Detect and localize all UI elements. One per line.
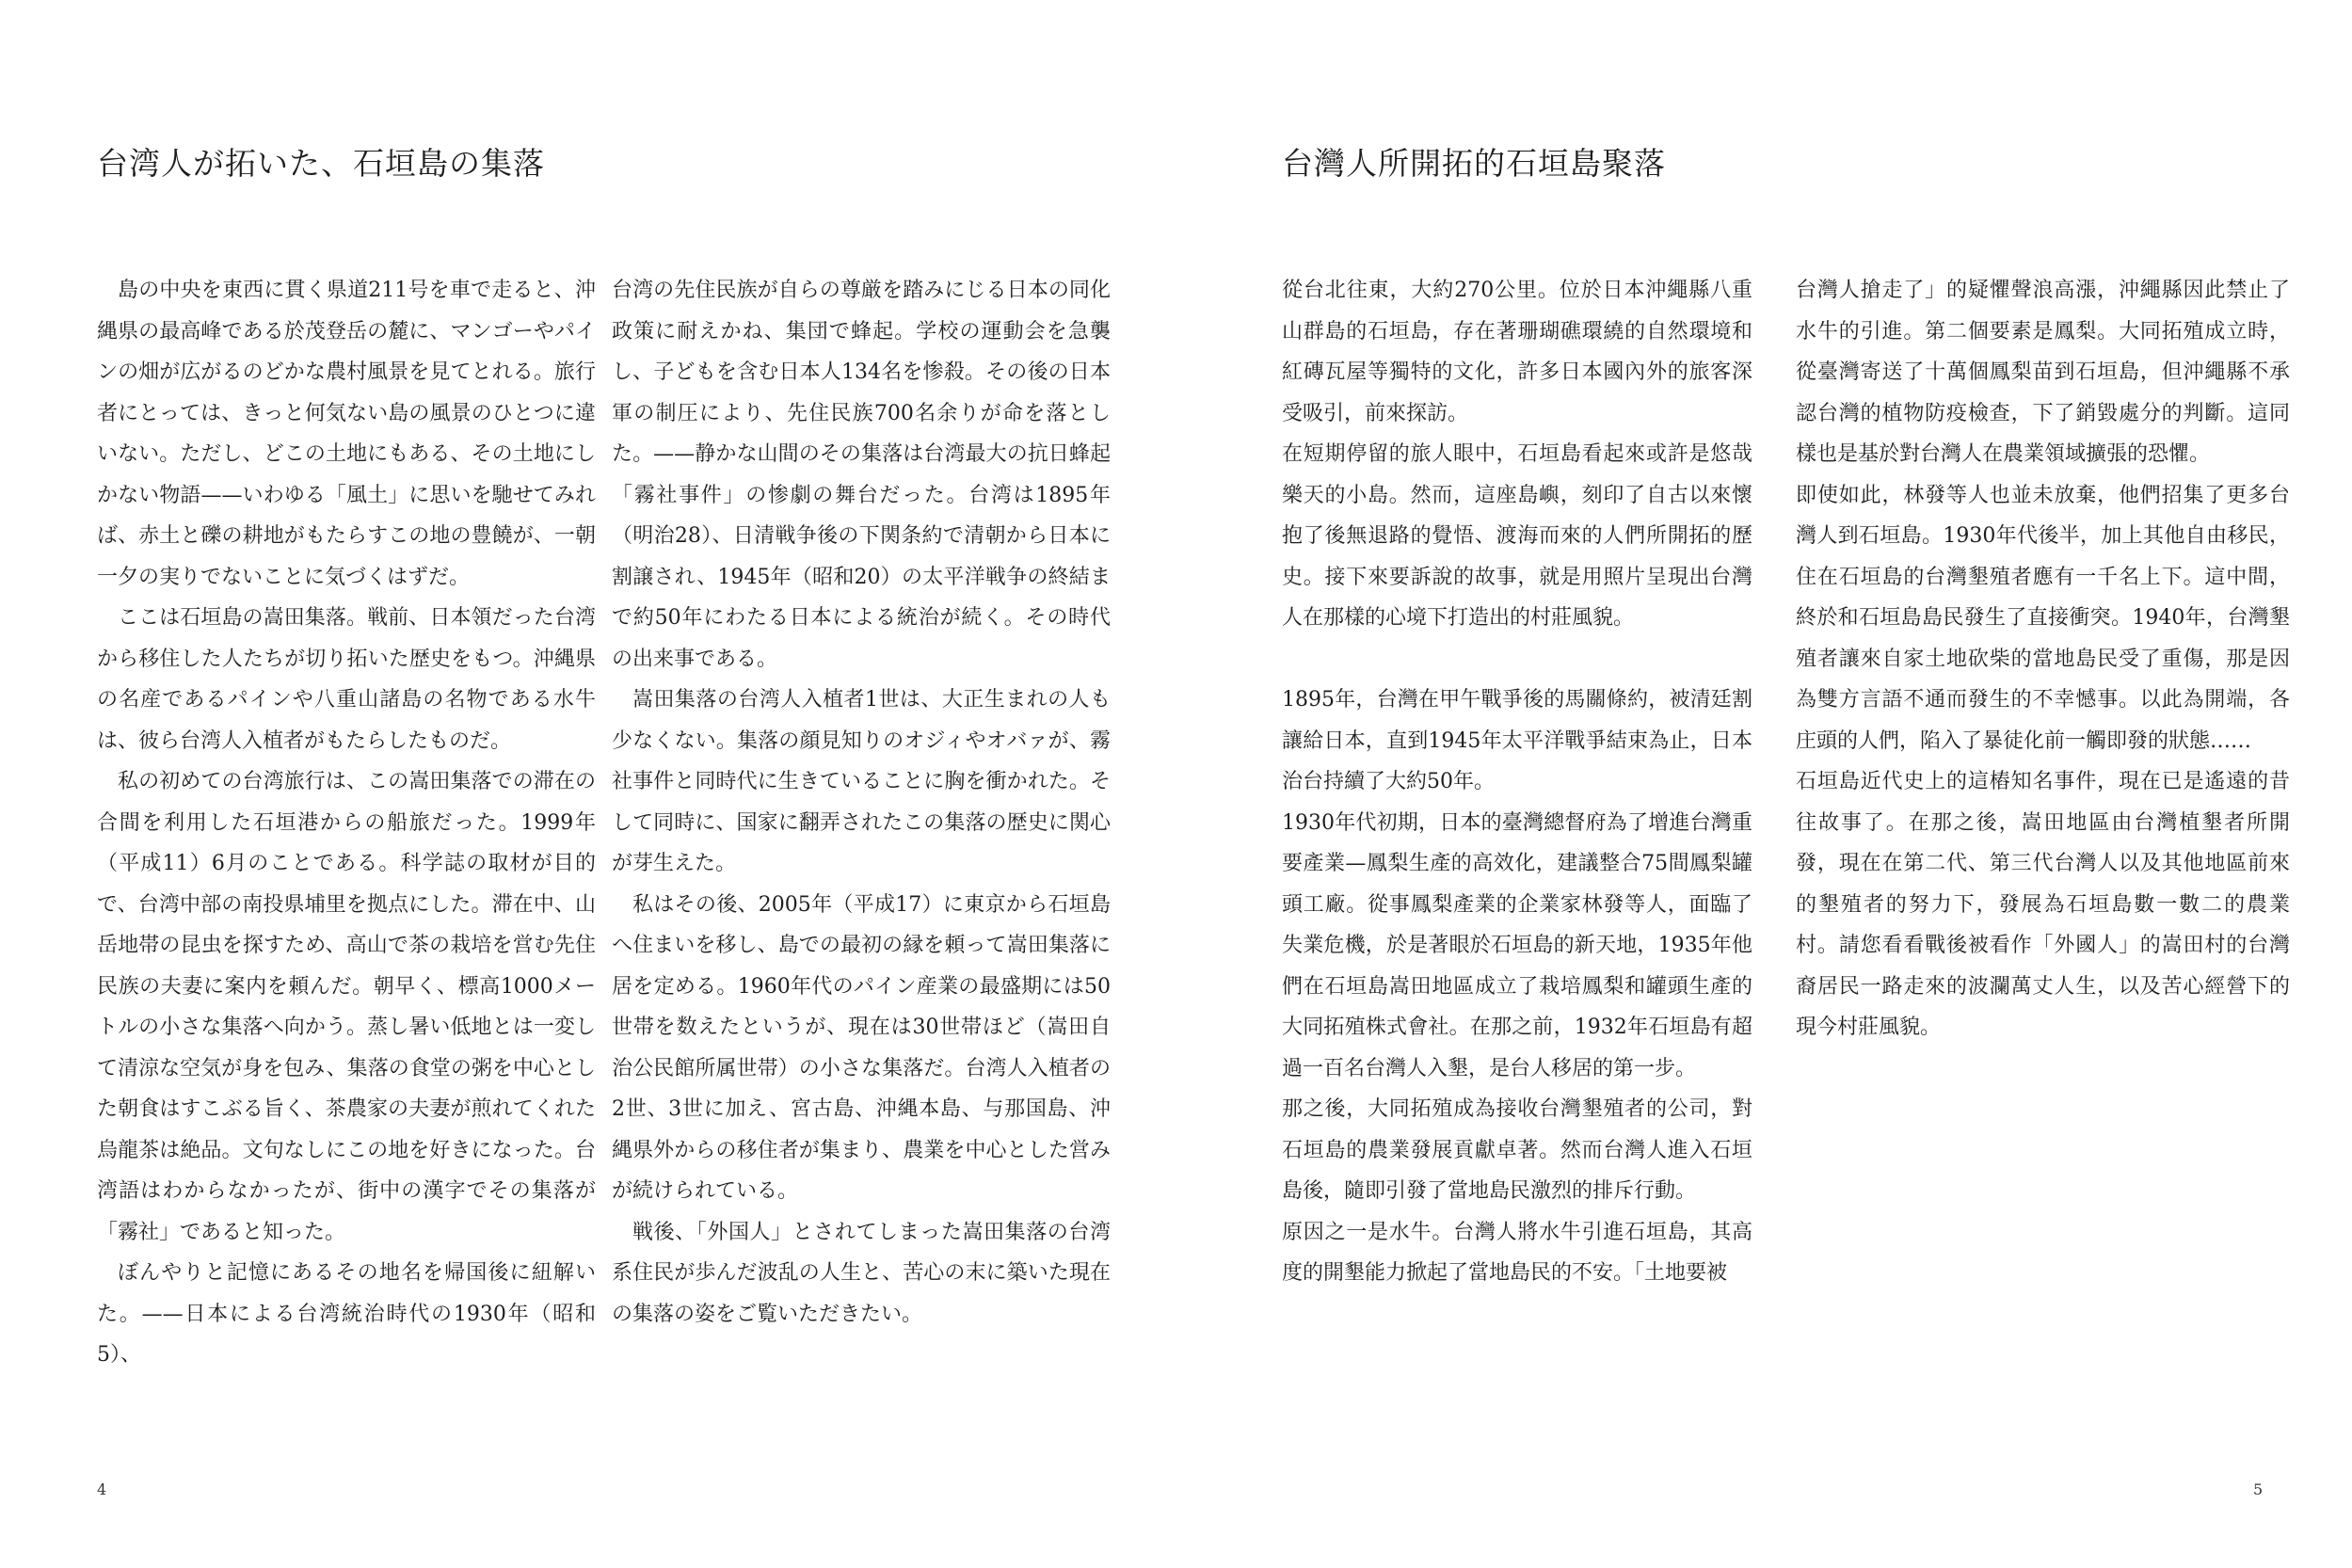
paragraph: 私はその後、2005年（平成17）に東京から石垣島へ住まいを移し、島での最初の縁を頼って嵩田集落に居を定める。1960年代のパイン産業の最盛期には50世帯を数えたというが、現在は30世帯ほど（嵩田自治公民館所属世帯）の小さな集落だ。台湾人入植者の2世、3世に加え、宮古島、沖縄本島、与那国島、沖縄県外からの移住者が集まり、農業を中心とした営みが続けられている。 xyxy=(612,892,1111,1203)
paragraph: 戦後、「外国人」とされてしまった嵩田集落の台湾系住民が歩んだ波乱の人生と、苦心の末に築いた現在の集落の姿をご覧いただきたい。 xyxy=(612,1220,1111,1326)
paragraph: 1895年，台灣在甲午戰爭後的馬關條約，被清廷割讓給日本，直到1945年太平洋戰爭結束為止，日本治台持續了大約50年。 xyxy=(1282,688,1752,793)
chinese-column-2 xyxy=(1796,270,2290,1048)
paragraph: 台灣人搶走了」的疑懼聲浪高漲，沖繩縣因此禁止了水牛的引進。第二個要素是鳳梨。大同拓殖成立時，從臺灣寄送了十萬個鳳梨苗到石垣島，但沖繩縣不承認台灣的植物防疫檢查，下了銷毀處分的判斷。這同樣也是基於對台灣人在農業領域擴張的恐懼。 xyxy=(1796,279,2290,466)
page-number-right: 5 xyxy=(2253,1480,2264,1498)
page-title-japanese: 台湾人が拓いた、石垣島の集落 xyxy=(97,145,545,182)
paragraph-continued: 台湾の先住民族が自らの尊厳を踏みにじる日本の同化政策に耐えかね、集団で蜂起。学校の運動会を急襲し、子どもを含む日本人134名を惨殺。その後の日本軍の制圧により、先住民族700名余りが命を落とした。——静かな山間のその集落は台湾最大の抗日蜂起「霧社事件」の惨劇の舞台だった。台湾は1895年（明治28）、日清戦争後の下関条約で清朝から日本に割譲され、1945年（昭和20）の太平洋戦争の終結まで約50年にわたる日本による統治が続く。その時代の出来事である。 xyxy=(612,279,1111,671)
paragraph: 島の中央を東西に貫く県道211号を車で走ると、沖縄県の最高峰である於茂登岳の麓に、マンゴーやパインの畑が広がるのどかな農村風景を見てとれる。旅行者にとっては、きっと何気ない島の風景のひとつに違いない。ただし、どこの土地にもある、その土地にしかない物語——いわゆる「風土」に思いを馳せてみれば、赤土と礫の耕地がもたらすこの地の豊饒が、一朝一夕の実りでないことに気づくはずだ。 xyxy=(97,279,596,589)
paragraph: 石垣島近代史上的這樁知名事件，現在已是遙遠的昔往故事了。在那之後，嵩田地區由台灣植墾者所開發，現在在第二代、第三代台灣人以及其他地區前來的墾殖者的努力下，發展為石垣島數一數二的農業村。請您看看戰後被看作「外國人」的嵩田村的台灣裔居民一路走來的波瀾萬丈人生，以及苦心經營下的現今村莊風貌。 xyxy=(1796,770,2290,1039)
paragraph: 私の初めての台湾旅行は、この嵩田集落での滞在の合間を利用した石垣港からの船旅だった。1999年（平成11）6月のことである。科学誌の取材が目的で、台湾中部の南投県埔里を拠点にした。滞在中、山岳地帯の昆虫を探すため、高山で茶の栽培を営む先住民族の夫妻に案内を頼んだ。朝早く、標高1000メートルの小さな集落へ向かう。蒸し暑い低地とは一変して清涼な空気が身を包み、集落の食堂の粥を中心とした朝食はすこぶる旨く、茶農家の夫妻が煎れてくれた烏龍茶は絶品。文句なしにこの地を好きになった。台湾語はわからなかったが、街中の漢字でその集落が「霧社」であると知った。 xyxy=(97,770,596,1244)
paragraph: ぼんやりと記憶にあるその地名を帰国後に紐解いた。——日本による台湾統治時代の1930年（昭和5）、 xyxy=(97,1261,596,1367)
japanese-column-2 xyxy=(612,270,1111,1335)
paragraph: 從台北往東，大約270公里。位於日本沖繩縣八重山群島的石垣島，存在著珊瑚礁環繞的自然環境和紅磚瓦屋等獨特的文化，許多日本國內外的旅客深受吸引，前來探訪。 xyxy=(1282,279,1752,425)
chinese-column-1 xyxy=(1282,270,1752,1294)
paragraph: 原因之一是水牛。台灣人將水牛引進石垣島，其高度的開墾能力掀起了當地島民的不安。「土地要被 xyxy=(1282,1220,1752,1285)
paragraph: 即使如此，林發等人也並未放棄，他們招集了更多台灣人到石垣島。1930年代後半，加上其他自由移民，住在石垣島的台灣墾殖者應有一千名上下。這中間，終於和石垣島島民發生了直接衝突。1940年，台灣墾殖者讓來自家土地砍柴的當地島民受了重傷，那是因為雙方言語不通而發生的不幸憾事。以此為開端，各庄頭的人們，陷入了暴徒化前一觸即發的狀態…… xyxy=(1796,483,2290,753)
page-title-chinese: 台灣人所開拓的石垣島聚落 xyxy=(1282,145,1666,182)
paragraph-gap xyxy=(1282,639,1752,680)
paragraph: 嵩田集落の台湾人入植者1世は、大正生まれの人も少なくない。集落の顔見知りのオジィやオバァが、霧社事件と同時代に生きていることに胸を衝かれた。そして同時に、国家に翻弄されたこの集落の歴史に関心が芽生えた。 xyxy=(612,688,1111,875)
paragraph: 1930年代初期，日本的臺灣總督府為了增進台灣重要產業—鳳梨生產的高效化，建議整合75間鳳梨罐頭工廠。從事鳳梨產業的企業家林發等人，面臨了失業危機，於是著眼於石垣島的新天地，1935年他們在石垣島嵩田地區成立了栽培鳳梨和罐頭生產的大同拓殖株式會社。在那之前，1932年石垣島有超過一百名台灣人入墾，是台人移居的第一步。 xyxy=(1282,810,1752,1080)
paragraph: 在短期停留的旅人眼中，石垣島看起來或許是悠哉樂天的小島。然而，這座島嶼，刻印了自古以來懷抱了後無退路的覺悟、渡海而來的人們所開拓的歷史。接下來要訴說的故事，就是用照片呈現出台灣人在那樣的心境下打造出的村莊風貌。 xyxy=(1282,442,1752,630)
japanese-column-1 xyxy=(97,270,596,1376)
paragraph: 那之後，大同拓殖成為接收台灣墾殖者的公司，對石垣島的農業發展貢獻卓著。然而台灣人進入石垣島後，隨即引發了當地島民激烈的排斥行動。 xyxy=(1282,1097,1752,1203)
paragraph: ここは石垣島の嵩田集落。戦前、日本領だった台湾から移住した人たちが切り拓いた歴史をもつ。沖縄県の名産であるパインや八重山諸島の名物である水牛は、彼ら台湾人入植者がもたらしたものだ。 xyxy=(97,606,596,753)
page-number-left: 4 xyxy=(97,1480,107,1498)
